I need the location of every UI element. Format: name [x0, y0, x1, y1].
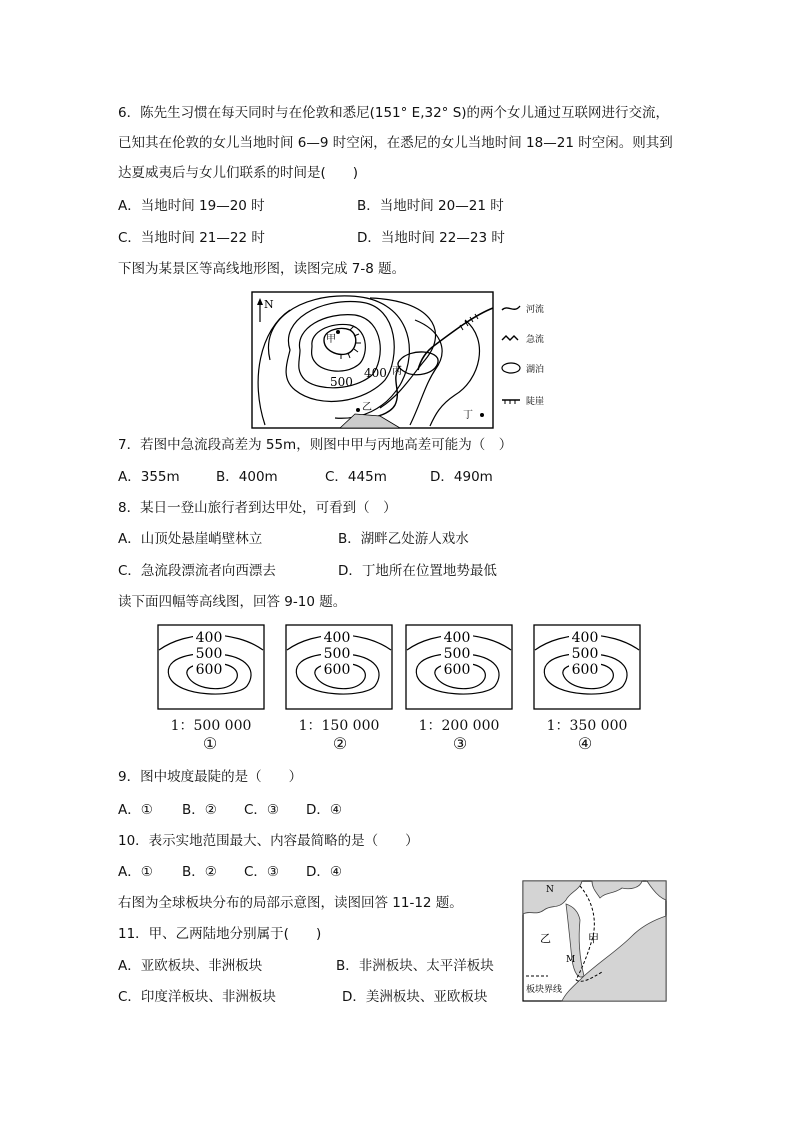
q11-option-c: C．印度洋板块、非洲板块	[118, 989, 276, 1005]
q6-stem-line2: 已知其在伦敦的女儿当地时间 6—9 时空闲，在悉尼的女儿当地时间 18—21 时空闲。则其到	[118, 135, 673, 151]
contour-400-label: 400	[364, 366, 387, 380]
scenic-contour-map	[250, 290, 570, 430]
q8-option-a: A．山顶处悬崖峭壁林立	[118, 531, 263, 547]
q11-option-d: D．美洲板块、亚欧板块	[342, 989, 488, 1005]
legend-rapids: 急流	[526, 335, 545, 345]
plate-label-m: M	[566, 955, 576, 965]
q6-stem-line1: 6．陈先生习惯在每天同时与在伦敦和悉尼(151° E,32° S)的两个女儿通过互联网进行交流，	[118, 105, 670, 121]
contour-label-600: 600	[443, 662, 471, 678]
q11-option-b: B．非洲板块、太平洋板块	[336, 958, 494, 974]
q10-option-c: C．③	[244, 864, 280, 880]
label-bing: 丙	[392, 366, 402, 377]
map-number-1: ①	[202, 734, 218, 753]
intro-9-10: 读下面四幅等高线图，回答 9-10 题。	[118, 594, 347, 610]
q7-option-b: B．400m	[216, 469, 278, 485]
contour-label-600: 600	[323, 662, 351, 678]
contour-label-400: 400	[443, 630, 471, 646]
q10-option-d: D．④	[306, 864, 342, 880]
legend-cliff: 陡崖	[526, 397, 545, 407]
legend-river-icon	[502, 306, 520, 310]
q7-option-a: A．355m	[118, 469, 180, 485]
contour-label-400: 400	[195, 630, 223, 646]
q9-option-b: B．②	[182, 802, 217, 818]
legend-rapids-icon	[502, 336, 518, 340]
contour-label-600: 600	[571, 662, 599, 678]
q8-option-d: D．丁地所在位置地势最低	[338, 563, 497, 579]
map-number-2: ②	[332, 734, 348, 753]
q9-stem: 9．图中坡度最陡的是（ ）	[118, 769, 303, 785]
q10-stem: 10．表示实地范围最大、内容最简略的是（ ）	[118, 833, 419, 849]
scale-1: 1：500 000	[170, 718, 252, 734]
q7-option-d: D．490m	[430, 469, 493, 485]
intro-11-12: 右图为全球板块分布的局部示意图，读图回答 11-12 题。	[118, 895, 463, 911]
q9-option-a: A．①	[118, 802, 153, 818]
q6-option-c: C．当地时间 21—22 时	[118, 230, 265, 246]
legend-river: 河流	[526, 305, 545, 315]
q8-option-b: B．湖畔乙处游人戏水	[338, 531, 469, 547]
plate-legend: 板块界线	[526, 985, 563, 995]
q6-option-a: A．当地时间 19—20 时	[118, 198, 265, 214]
contour-label-500: 500	[195, 646, 223, 662]
contour-label-600: 600	[195, 662, 223, 678]
contour-500-label: 500	[330, 375, 353, 389]
q10-option-a: A．①	[118, 864, 153, 880]
contour-label-500: 500	[571, 646, 599, 662]
contour-label-500: 500	[443, 646, 471, 662]
plate-north: N	[546, 885, 554, 895]
q10-option-b: B．②	[182, 864, 217, 880]
q6-option-d: D．当地时间 22—23 时	[357, 230, 505, 246]
label-yi: 乙	[362, 402, 372, 413]
north-label: N	[264, 298, 274, 311]
contour-map-1	[157, 624, 265, 710]
q7-stem: 7．若图中急流段高差为 55m，则图中甲与丙地高差可能为（ ）	[118, 437, 513, 453]
q9-option-d: D．④	[306, 802, 342, 818]
plate-label-yi: 乙	[540, 932, 551, 945]
scale-4: 1：350 000	[546, 718, 628, 734]
contour-map-4	[533, 624, 641, 710]
q8-stem: 8．某日一登山旅行者到达甲处，可看到（ ）	[118, 500, 397, 516]
contour-label-400: 400	[323, 630, 351, 646]
q8-option-c: C．急流段漂流者向西漂去	[118, 563, 276, 579]
contour-label-500: 500	[323, 646, 351, 662]
contour-map-2	[285, 624, 393, 710]
q9-option-c: C．③	[244, 802, 280, 818]
plate-label-jia: 甲	[588, 932, 599, 945]
label-ding: 丁	[463, 410, 473, 421]
q11-stem: 11．甲、乙两陆地分别属于( )	[118, 926, 322, 942]
map-number-4: ④	[577, 734, 593, 753]
legend-lake-icon	[502, 363, 520, 373]
plate-boundary-map	[522, 880, 667, 1002]
scale-2: 1：150 000	[298, 718, 380, 734]
scale-3: 1：200 000	[418, 718, 500, 734]
q7-option-c: C．445m	[325, 469, 387, 485]
q6-option-b: B．当地时间 20—21 时	[357, 198, 504, 214]
intro-7-8: 下图为某景区等高线地形图，读图完成 7-8 题。	[118, 261, 406, 277]
contour-map-3	[405, 624, 513, 710]
map-number-3: ③	[452, 734, 468, 753]
label-jia: 甲	[326, 334, 336, 345]
legend-lake: 湖泊	[526, 365, 545, 375]
q6-stem-line3: 达夏威夷后与女儿们联系的时间是( )	[118, 165, 359, 181]
q11-option-a: A．亚欧板块、非洲板块	[118, 958, 263, 974]
contour-label-400: 400	[571, 630, 599, 646]
